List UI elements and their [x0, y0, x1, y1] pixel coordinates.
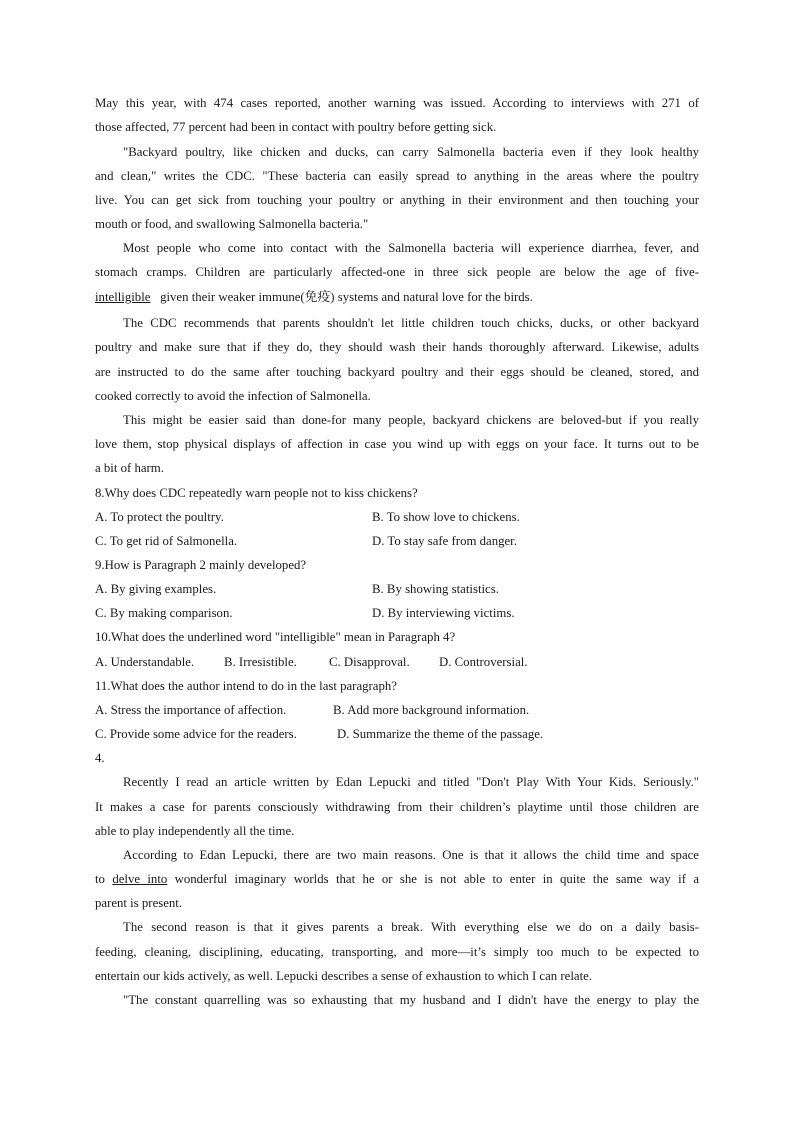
paragraph-3-line-3-rest: given their weaker immune(免疫) systems and natural love for the birds.: [160, 290, 533, 304]
section-4-paragraph-1-line-2: It makes a case for parents consciously withdrawing from their children’s playtime until those children are: [95, 800, 699, 814]
question-8-option-a: A. To protect the poultry.: [95, 510, 224, 524]
question-8-option-b: B. To show love to chickens.: [372, 510, 520, 524]
question-11-option-b: B. Add more background information.: [333, 703, 530, 717]
question-10-option-c: C. Disapproval.: [329, 655, 410, 669]
question-11-option-c: C. Provide some advice for the readers.: [95, 727, 297, 741]
paragraph-5-line-3: a bit of harm.: [95, 461, 164, 475]
paragraph-3-line-2: stomach cramps. Children are particularly affected-one in three sick people are below the age of five-: [95, 265, 699, 279]
question-9-option-d: D. By interviewing victims.: [372, 606, 515, 620]
question-10-stem: 10.What does the underlined word "intelligible" mean in Paragraph 4?: [95, 630, 456, 644]
underlined-word-intelligible: intelligible: [95, 290, 151, 304]
paragraph-4-line-4: cooked correctly to avoid the infection of Salmonella.: [95, 389, 371, 403]
section-4-paragraph-3-line-2: feeding, cleaning, disciplining, educating, transporting, and more—it’s simply too much to be expected to: [95, 945, 699, 959]
paragraph-3-line-3: [95, 289, 533, 305]
section-4-paragraph-2-line-2: [95, 871, 699, 887]
question-10-option-d: D. Controversial.: [439, 655, 528, 669]
question-8-option-c: C. To get rid of Salmonella.: [95, 534, 238, 548]
paragraph-2-line-1: "Backyard poultry, like chicken and ducks, can carry Salmonella bacteria even if they look healthy: [123, 145, 699, 159]
question-9-stem: 9.How is Paragraph 2 mainly developed?: [95, 558, 307, 572]
question-10-option-a: A. Understandable.: [95, 655, 195, 669]
paragraph-5-line-1: This might be easier said than done-for many people, backyard chickens are beloved-but if you really: [123, 413, 699, 427]
section-4-paragraph-1-line-3: able to play independently all the time.: [95, 824, 295, 838]
section-4-paragraph-3-line-1: The second reason is that it gives parents a break. With everything else we do on a daily basis-: [123, 920, 699, 934]
underlined-phrase-delve-into: delve into: [112, 872, 168, 886]
paragraph-1-line-1: May this year, with 474 cases reported, another warning was issued. According to interviews with 271 of: [95, 96, 699, 110]
question-11-option-a: A. Stress the importance of affection.: [95, 703, 287, 717]
section-4-paragraph-4-line-1: "The constant quarrelling was so exhausting that my husband and I didn't have the energy to play the: [123, 993, 699, 1007]
question-8-option-d: D. To stay safe from danger.: [372, 534, 517, 548]
question-8-stem: 8.Why does CDC repeatedly warn people not to kiss chickens?: [95, 486, 418, 500]
paragraph-2-line-2: and clean," writes the CDC. "These bacteria can easily spread to anything in the areas where the poultry: [95, 169, 699, 183]
section-4-paragraph-2-line-3: parent is present.: [95, 896, 183, 910]
section-4-paragraph-2-line-2-rest: wonderful imaginary worlds that he or she is not able to enter in quite the same way if a: [174, 872, 699, 886]
question-11-stem: 11.What does the author intend to do in the last paragraph?: [95, 679, 397, 693]
paragraph-1-line-2: those affected, 77 percent had been in contact with poultry before getting sick.: [95, 120, 497, 134]
paragraph-4-line-2: poultry and make sure that if they do, they should wash their hands thoroughly afterward. Likewise, adults: [95, 340, 699, 354]
section-4-paragraph-1-line-1: Recently I read an article written by Edan Lepucki and titled "Don't Play With Your Kids. Seriously.": [123, 775, 699, 789]
question-11-option-d: D. Summarize the theme of the passage.: [337, 727, 544, 741]
question-10-option-b: B. Irresistible.: [224, 655, 297, 669]
section-number: 4.: [95, 751, 105, 765]
question-9-option-a: A. By giving examples.: [95, 582, 217, 596]
section-4-paragraph-2-line-1: According to Edan Lepucki, there are two main reasons. One is that it allows the child time and space: [123, 848, 699, 862]
section-4-paragraph-3-line-3: entertain our kids actively, as well. Lepucki describes a sense of exhaustion to which I can relate.: [95, 969, 593, 983]
question-9-option-c: C. By making comparison.: [95, 606, 233, 620]
paragraph-4-line-1: The CDC recommends that parents shouldn't let little children touch chicks, ducks, or other backyard: [123, 316, 699, 330]
section-4-paragraph-2-line-2-pre: to: [95, 872, 105, 886]
paragraph-3-line-1: Most people who come into contact with the Salmonella bacteria will experience diarrhea, fever, and: [123, 241, 699, 255]
paragraph-5-line-2: love them, stop physical displays of affection in case you wind up with eggs on your face. It turns out to be: [95, 437, 699, 451]
paragraph-4-line-3: are instructed to do the same after touching backyard poultry and their eggs should be cleaned, stored, and: [95, 365, 699, 379]
question-9-option-b: B. By showing statistics.: [372, 582, 499, 596]
paragraph-2-line-3: live. You can get sick from touching your poultry or anything in their environment and then touching your: [95, 193, 699, 207]
paragraph-2-line-4: mouth or food, and swallowing Salmonella bacteria.": [95, 217, 369, 231]
